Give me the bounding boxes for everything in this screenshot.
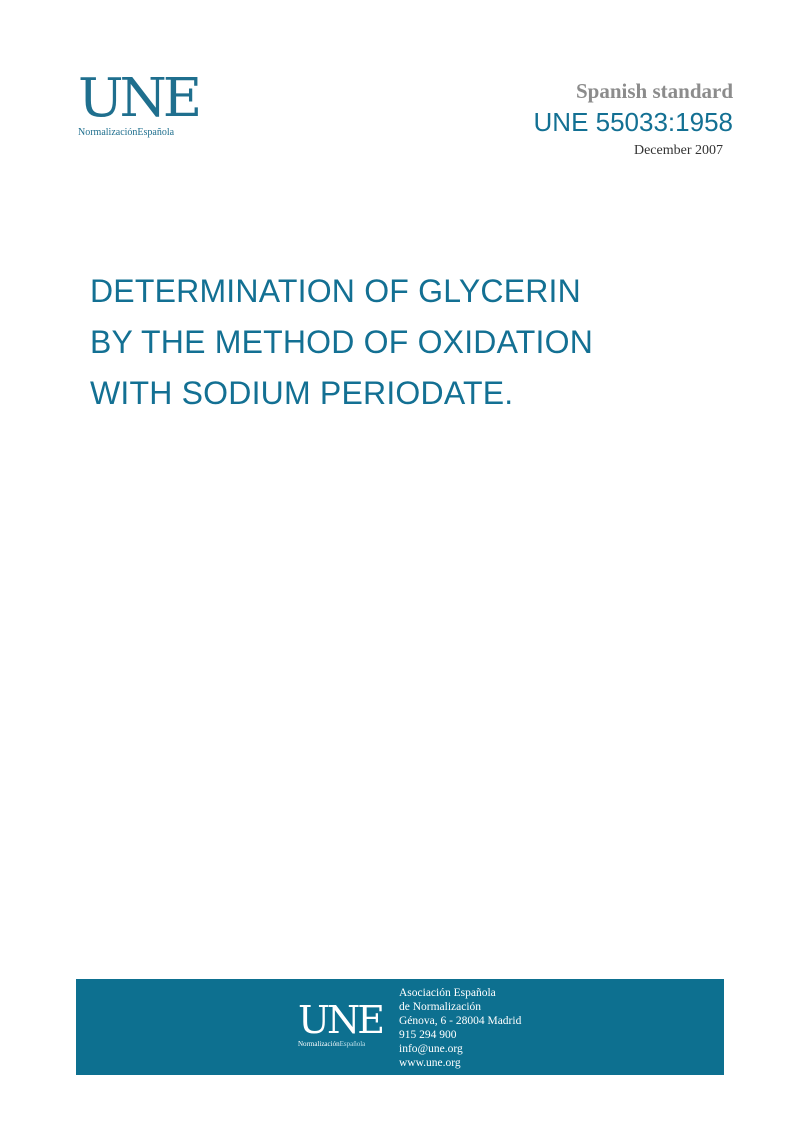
footer-phone[interactable]: 915 294 900 (399, 1029, 457, 1041)
document-title (90, 266, 730, 419)
footer-website[interactable]: www.une.org (399, 1057, 461, 1069)
title-line-1: DETERMINATION OF GLYCERIN (90, 273, 581, 309)
logo-sub-b: Española (137, 127, 175, 138)
footer-address: Génova, 6 - 28004 Madrid (399, 1015, 522, 1027)
footer-org-name: Asociación Española (399, 987, 496, 999)
footer-logo (298, 1000, 388, 1049)
footer-contact (399, 986, 521, 1070)
footer-logo-sub-b: Española (339, 1040, 366, 1048)
title-line-2: BY THE METHOD OF OXIDATION (90, 324, 594, 360)
une-logo (78, 67, 199, 139)
standard-info (534, 78, 733, 160)
footer-logo-sub-a: Normalización (298, 1040, 340, 1048)
footer-logo-mark: UNE (298, 998, 383, 1042)
standard-code: UNE 55033:1958 (533, 107, 733, 137)
logo-sub-a: Normalización (78, 127, 138, 138)
standard-label: Spanish standard (576, 79, 733, 103)
title-line-3: WITH SODIUM PERIODATE. (90, 375, 514, 411)
footer-banner (76, 979, 724, 1075)
logo-mark: UNE (78, 67, 199, 129)
footer-email[interactable]: info@une.org (399, 1043, 463, 1055)
footer-org-name-2: de Normalización (399, 1001, 482, 1013)
standard-date: December 2007 (633, 143, 723, 158)
